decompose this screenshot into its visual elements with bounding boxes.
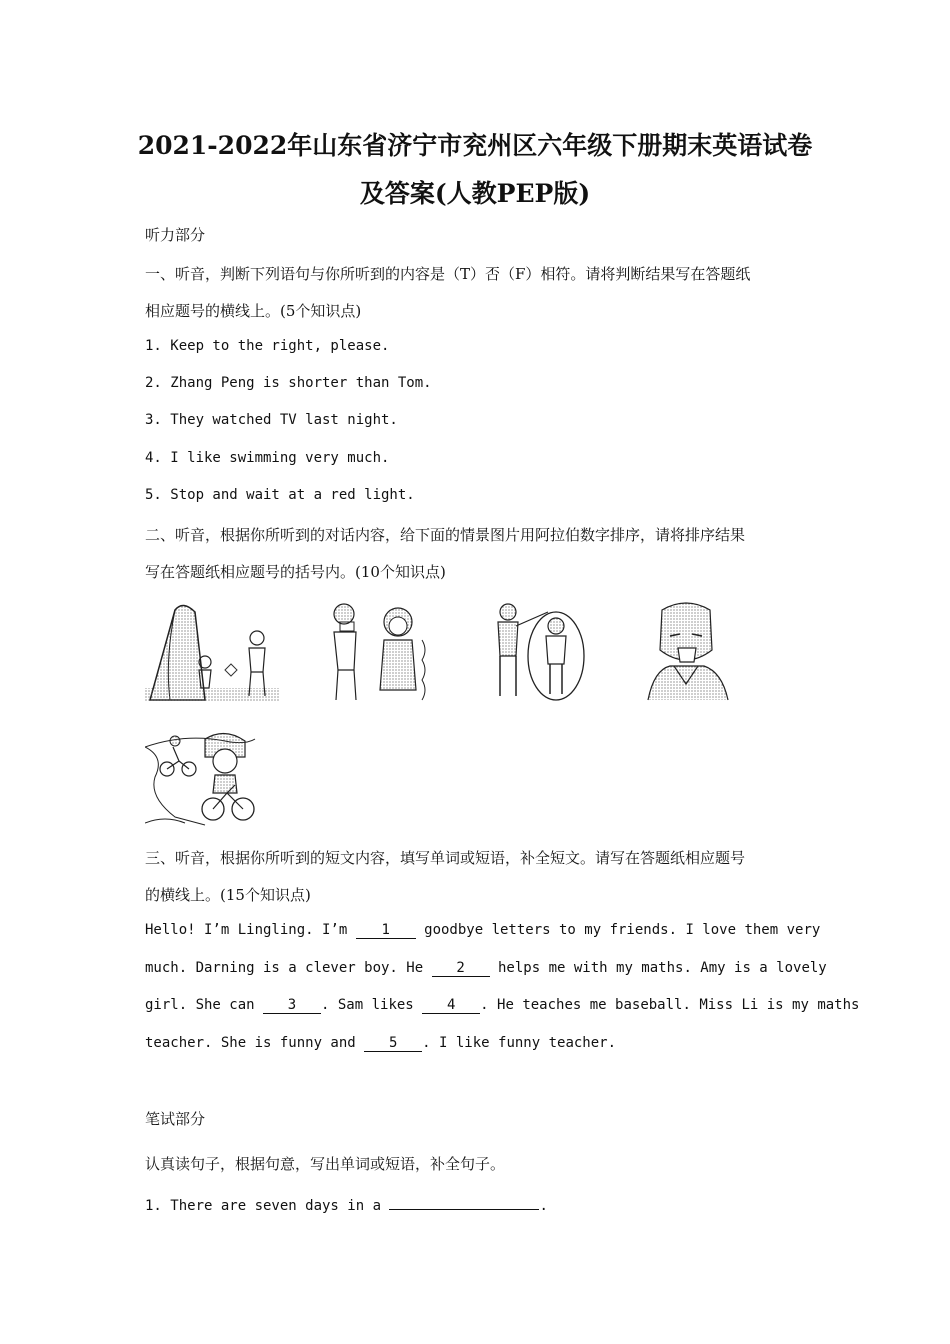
part3-instruction-line1: 三、听音，根据你所听到的短文内容，填写单词或短语，补全短文。请写在答题纸相应题号	[145, 849, 746, 867]
passage-line-1	[145, 922, 821, 939]
writing-heading: 笔试部分	[145, 1110, 206, 1128]
part1-item-4: 4. I like swimming very much.	[145, 450, 390, 466]
passage-text: girl. She can	[145, 997, 264, 1013]
exam-title-line1: 2021-2022年山东省济宁市兖州区六年级下册期末英语试卷	[137, 131, 813, 160]
part1-instruction-line2: 相应题号的横线上。(5个知识点)	[145, 302, 362, 320]
question-text: .	[539, 1198, 548, 1214]
part1-instruction-line1: 一、听音，判断下列语句与你所听到的内容是（T）否（F）相符。请将判断结果写在答题纸	[145, 265, 751, 283]
passage-text: . I like funny teacher.	[422, 1035, 617, 1051]
part1-item-1: 1. Keep to the right, please.	[145, 338, 390, 354]
scene-measuring-illustration	[490, 600, 590, 702]
passage-text: goodbye letters to my friends. I love them very	[415, 922, 821, 938]
answer-blank-4[interactable]: 4	[422, 998, 480, 1014]
part2-instruction-line2: 写在答题纸相应题号的括号内。(10个知识点)	[145, 563, 446, 581]
answer-blank-3[interactable]: 3	[263, 998, 321, 1014]
part2-instruction-line1: 二、听音，根据你所听到的对话内容，给下面的情景图片用阿拉伯数字排序，请将排序结果	[145, 526, 746, 544]
passage-text: helps me with my maths. Amy is a lovely	[489, 960, 827, 976]
answer-blank-2[interactable]: 2	[432, 961, 490, 977]
part1-item-5: 5. Stop and wait at a red light.	[145, 487, 415, 503]
passage-text: much. Darning is a clever boy. He	[145, 960, 432, 976]
passage-line-4	[145, 1035, 810, 1052]
question-text: 1. There are seven days in a	[145, 1198, 390, 1214]
answer-line-q1[interactable]	[389, 1197, 539, 1210]
passage-line-2	[145, 960, 827, 977]
part1-item-3: 3. They watched TV last night.	[145, 412, 398, 428]
scene-cycling-illustration	[145, 727, 257, 827]
answer-blank-5[interactable]: 5	[364, 1036, 422, 1052]
scene-sick-man-illustration	[640, 600, 732, 702]
passage-line-3	[145, 997, 860, 1014]
scene-camping-illustration	[145, 600, 280, 702]
passage-text: teacher. She is funny and	[145, 1035, 365, 1051]
listening-heading: 听力部分	[145, 226, 206, 244]
part3-instruction-line2: 的横线上。(15个知识点)	[145, 886, 311, 904]
writing-question-1	[145, 1197, 810, 1214]
answer-blank-1[interactable]: 1	[356, 923, 416, 939]
scene-photo-illustration	[326, 600, 438, 702]
part1-item-2: 2. Zhang Peng is shorter than Tom.	[145, 375, 432, 391]
passage-text: . Sam likes	[321, 997, 423, 1013]
passage-text: . He teaches me baseball. Miss Li is my maths	[480, 997, 860, 1013]
passage-text: Hello! I’m Lingling. I’m	[145, 922, 356, 938]
exam-title-line2: 及答案(人教PEP版)	[359, 179, 591, 208]
writing-instruction: 认真读句子，根据句意，写出单词或短语，补全句子。	[145, 1155, 506, 1173]
